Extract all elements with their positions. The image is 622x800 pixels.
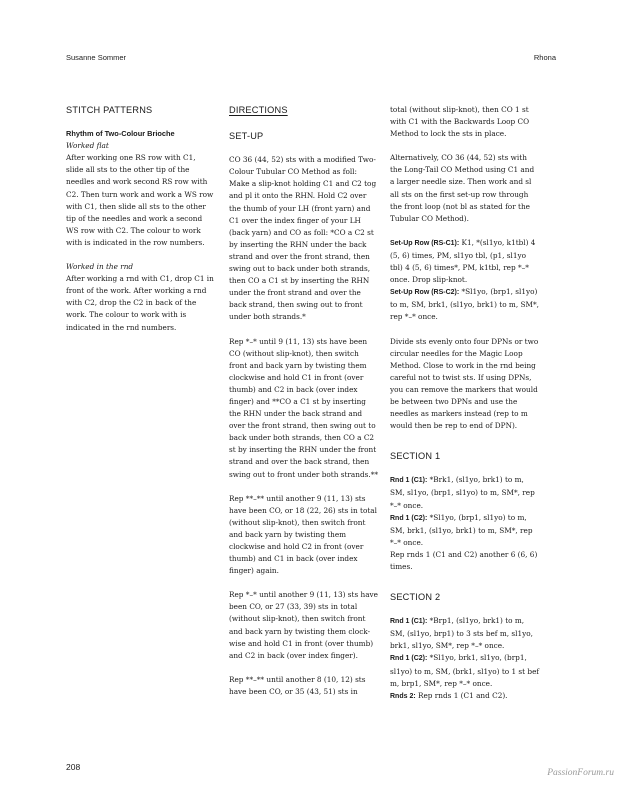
pattern-subheading: Rhythm of Two-Colour Brioche <box>66 129 175 139</box>
stitch-patterns-heading: STITCH PATTERNS <box>66 105 153 115</box>
setup-paragraph-6: total (without slip-knot), then CO 1 st with C1 with the Backwards Loop CO Method to lock the sts in place. <box>390 105 530 139</box>
page-number: 208 <box>66 762 81 772</box>
setup-row-c1-label: Set-Up Row (RS-C1): <box>390 239 460 247</box>
column-directions <box>229 104 378 710</box>
section-2-rnd-c2-text: *Sl1yo, brk1, sl1yo, (brp1, sl1yo) to m, SM, (brk1, sl1yo) to 1 st bef m, brp1, SM*, rep *–* once. <box>390 653 540 688</box>
setup-row-c2-label: Set-Up Row (RS-C2): <box>390 289 460 297</box>
setup-paragraph-5: Rep **–** until another 8 (10, 12) sts have been CO, or 35 (43, 51) sts in <box>229 674 366 696</box>
worked-rnd-text: After working a rnd with C1, drop C1 in front of the work. After working a rnd with C2, drop the C2 in back of the work. The colour to work with is indicated in the rnd numbers. <box>66 274 214 332</box>
worked-flat-label: Worked flat <box>66 141 109 151</box>
section-2-rnds-2-text: Rep rnds 1 (C1 and C2). <box>415 690 508 700</box>
setup-paragraph-1: CO 36 (44, 52) sts with a modified Two-Colour Tubular CO Method as foll: Make a slip-knot holding C1 and C2 tog and pl it onto the RHN. Hold C2 over the thumb of your LH (front yarn) and C1 over the index finger of your LH (back yarn) and CO as foll: *CO a C2 st by inserting the RHN under the back strand and over the front strand, then swing out to back under both strands, then CO a C1 st by inserting the RHN under the front strand and over the back strand, then swing out to front under both strands.* <box>229 155 377 322</box>
section-2-rnds-2-label: Rnds 2: <box>390 692 416 700</box>
worked-flat-text: After working one RS row with C1, slide all sts to the other tip of the needles and work second RS row with C2. Then turn work and work a WS row with C1, then slide all sts to the other tip of the needles and work a second WS row with C2. The colour to work with is indicated in the row numbers. <box>66 153 214 247</box>
setup-paragraph-3: Rep **–** until another 9 (11, 13) sts have been CO, or 18 (22, 26) sts in total (without slip-knot), then switch front and back yarn by twisting them clockwise and hold C2 in front (over thumb) and C1 in back (over index finger) again. <box>229 493 377 576</box>
watermark: PassionForum.ru <box>547 768 614 778</box>
alternative-co-paragraph: Alternatively, CO 36 (44, 52) sts with the Long-Tail CO Method using C1 and a larger needle size. Then work and sl all sts on the first set-up row through the front loop (not bl as stated for the Tubular CO Method). <box>390 153 535 223</box>
section-1-rnd-c2-text: *Sl1yo, (brp1, sl1yo) to m, SM, brk1, (sl1yo, brk1) to m, SM*, rep *–* once. <box>390 512 533 547</box>
section-2-rnd-c1 <box>390 615 540 652</box>
setup-row-c1 <box>390 237 540 286</box>
section-2-rnd-c2-label: Rnd 1 (C2): <box>390 655 428 663</box>
column-stitch-patterns <box>66 104 214 346</box>
section-1-rnd-c2 <box>390 512 540 549</box>
setup-paragraph-2: Rep *–* until 9 (11, 13) sts have been CO (without slip-knot), then switch front and back yarn by twisting them clockwise and hold C1 in front (over thumb) and C2 in back (over index finger) and **CO a C1 st by inserting the RHN under the back strand and over the front strand, then swing out to back under both strands, then CO a C2 st by inserting the RHN under the front strand and over the back strand, then swing out to front under both strands.** <box>229 336 378 479</box>
section-1-rnd-c1-text: *Brk1, (sl1yo, brk1) to m, SM, sl1yo, (brp1, sl1yo) to m, SM*, rep *–* once. <box>390 475 535 510</box>
section-1-rnd-c2-label: Rnd 1 (C2): <box>390 514 428 522</box>
section-2-heading: SECTION 2 <box>390 592 441 603</box>
section-1-heading: SECTION 1 <box>390 451 441 462</box>
column-sections <box>390 104 540 703</box>
setup-row-c2-text: *Sl1yo, (brp1, sl1yo) to m, SM, brk1, (sl1yo, brk1) to m, SM*, rep *–* once. <box>390 287 539 322</box>
section-2-rnd-c1-text: *Brp1, (sl1yo, brk1) to m, SM, (sl1yo, brp1) to 3 sts bef m, sl1yo, brk1, sl1yo, SM*, rep *–* once. <box>390 616 533 651</box>
section-2-rnd-c2 <box>390 652 540 689</box>
header-author: Susanne Sommer <box>66 53 127 62</box>
divide-sts-paragraph: Divide sts evenly onto four DPNs or two circular needles for the Magic Loop Method. Close to work in the rnd being careful not to twist sts. If using DPNs, you can remove the markers that would be between two DPNs and use the needles as markers instead (rep to m would then be rep to end of DPN). <box>390 336 539 431</box>
header-title: Rhona <box>533 53 556 62</box>
setup-heading: SET-UP <box>229 131 264 142</box>
section-2-rnd-c1-label: Rnd 1 (C1): <box>390 618 428 626</box>
section-2-rnds-2 <box>390 690 540 703</box>
directions-heading: DIRECTIONS <box>229 105 288 115</box>
section-1-repeat: Rep rnds 1 (C1 and C2) another 6 (6, 6) times. <box>390 549 538 571</box>
setup-row-c1-text: K1, *(sl1yo, k1tbl) 4 (5, 6) times, PM, sl1yo tbl, (p1, sl1yo tbl) 4 (5, 6) times*, PM, k1tbl, rep *–* once. Drop slip-knot. <box>390 237 536 285</box>
section-1-rnd-c1-label: Rnd 1 (C1): <box>390 477 428 485</box>
setup-row-c2 <box>390 286 540 323</box>
setup-paragraph-4: Rep *–* until another 9 (11, 13) sts have been CO, or 27 (33, 39) sts in total (without slip-knot), then switch front and back yarn by twisting them clock-wise and hold C1 in front (over thumb) and C2 in back (over index finger). <box>229 590 379 660</box>
section-1-rnd-c1 <box>390 474 540 511</box>
worked-rnd-label: Worked in the rnd <box>66 262 134 272</box>
